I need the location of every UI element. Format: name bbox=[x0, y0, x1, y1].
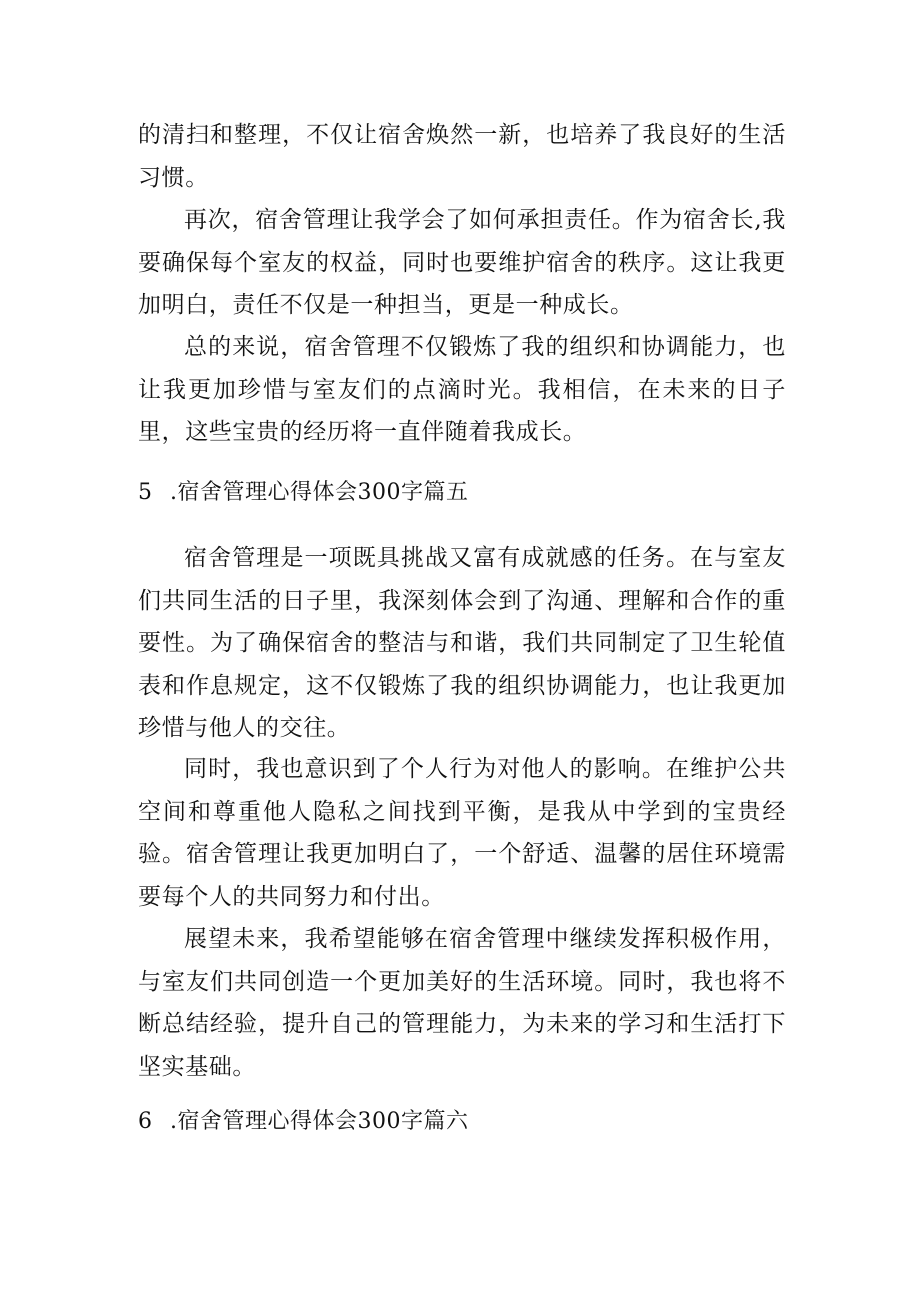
section-title: .宿舍管理心得体会300字篇六 bbox=[170, 1109, 469, 1134]
section-number: 5 bbox=[138, 480, 153, 505]
section-heading-6 bbox=[138, 1107, 786, 1137]
section5-paragraph-2: 同时，我也意识到了个人行为对他人的影响。在维护公共空间和尊重他人隐私之间找到平衡，是我从中学到的宝贵经验。宿舍管理让我更加明白了，一个舒适、温馨的居住环境需要每个人的共同努力和付出。 bbox=[138, 756, 786, 910]
section-number: 6 bbox=[138, 1109, 153, 1134]
paragraph-summary: 总的来说，宿舍管理不仅锻炼了我的组织和协调能力，也让我更加珍惜与室友们的点滴时光。我相信，在未来的日子里，这些宝贵的经历将一直伴随着我成长。 bbox=[138, 334, 786, 445]
paragraph-continuation: 的清扫和整理，不仅让宿舍焕然一新，也培养了我良好的生活习惯。 bbox=[138, 122, 786, 191]
section5-paragraph-3: 展望未来，我希望能够在宿舍管理中继续发挥积极作用，与室友们共同创造一个更加美好的生活环境。同时，我也将不断总结经验，提升自己的管理能力，为未来的学习和生活打下坚实基础。 bbox=[138, 926, 786, 1080]
section-title: .宿舍管理心得体会300字篇五 bbox=[170, 480, 469, 505]
section5-paragraph-1: 宿舍管理是一项既具挑战又富有成就感的任务。在与室友们共同生活的日子里，我深刻体会到了沟通、理解和合作的重要性。为了确保宿舍的整洁与和谐，我们共同制定了卫生轮值表和作息规定，这不仅锻炼了我的组织协调能力，也让我更加珍惜与他人的交往。 bbox=[138, 545, 786, 741]
paragraph-responsibility: 再次，宿舍管理让我学会了如何承担责任。作为宿舍长,我要确保每个室友的权益，同时也要维护宿舍的秩序。这让我更加明白，责任不仅是一种担当，更是一种成长。 bbox=[138, 207, 786, 318]
section-heading-5 bbox=[138, 478, 786, 508]
